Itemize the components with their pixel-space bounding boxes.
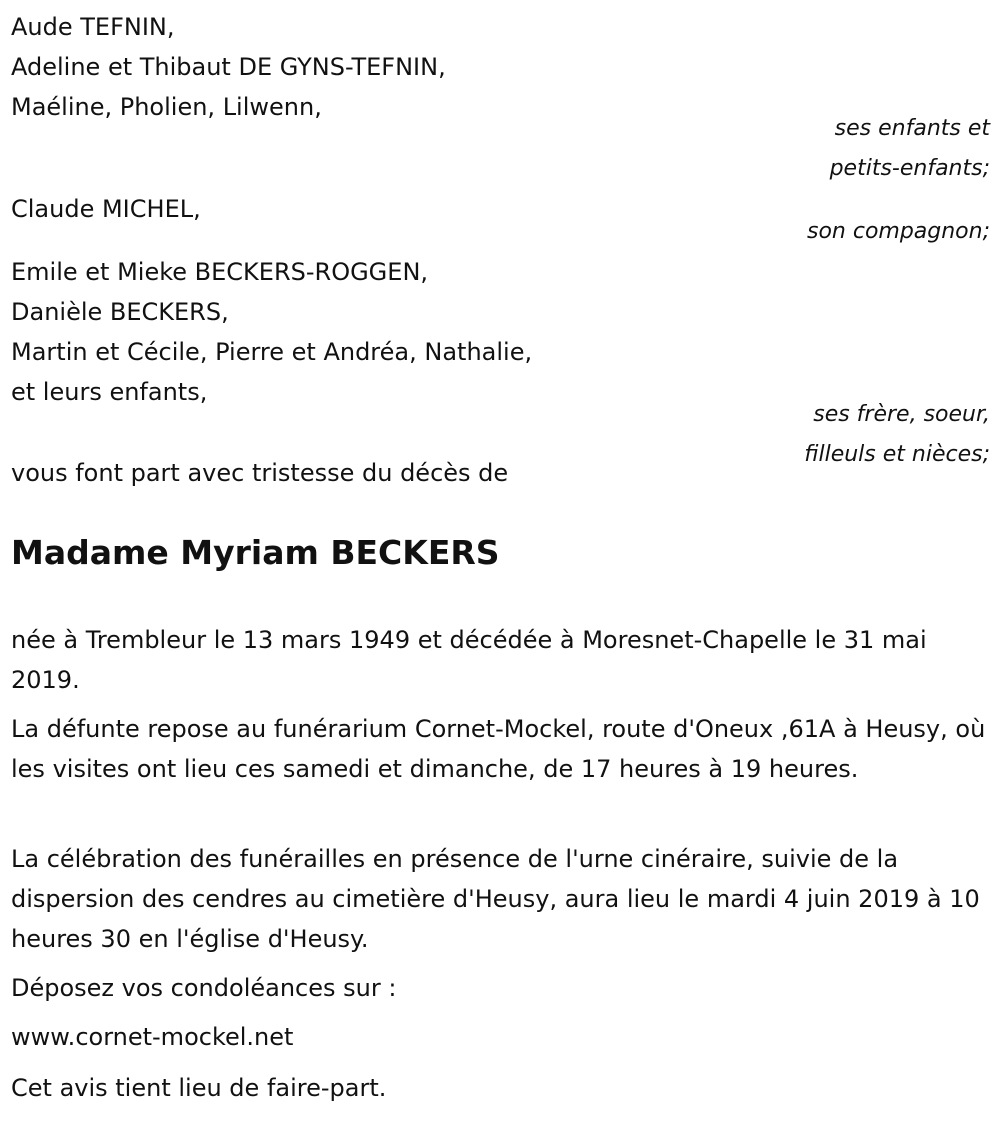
announcement-intro: vous font part avec tristesse du décès de	[11, 459, 509, 487]
children-role-line-1: ses enfants et	[834, 116, 990, 141]
companion-name: Claude MICHEL,	[11, 195, 201, 223]
children-line-2: Adeline et Thibaut DE GYNS-TEFNIN,	[11, 53, 446, 81]
children-line-3: Maéline, Pholien, Lilwenn,	[11, 93, 322, 121]
website-link[interactable]: www.cornet-mockel.net	[11, 1023, 294, 1051]
siblings-role-line-2: filleuls et nièces;	[804, 442, 990, 467]
siblings-line-3: Martin et Cécile, Pierre et Andréa, Nathalie,	[11, 338, 533, 366]
condolences-label: Déposez vos condoléances sur :	[11, 974, 397, 1002]
children-line-1: Aude TEFNIN,	[11, 13, 175, 41]
siblings-role-line-1: ses frère, soeur,	[813, 402, 990, 427]
siblings-line-2: Danièle BECKERS,	[11, 298, 229, 326]
deceased-name: Madame Myriam BECKERS	[11, 533, 500, 572]
birth-death-paragraph: née à Trembleur le 13 mars 1949 et décédée à Moresnet-Chapelle le 31 mai 2019.	[11, 626, 927, 694]
siblings-line-4: et leurs enfants,	[11, 378, 208, 406]
siblings-line-1: Emile et Mieke BECKERS-ROGGEN,	[11, 258, 429, 286]
visitation-paragraph: La défunte repose au funérarium Cornet-Mockel, route d'Oneux ,61A à Heusy, où les visites ont lieu ces samedi et dimanche, de 17 heures à 19 heures.	[11, 715, 986, 783]
ceremony-paragraph: La célébration des funérailles en présence de l'urne cinéraire, suivie de la dispersion des cendres au cimetière d'Heusy, aura lieu le mardi 4 juin 2019 à 10 heures 30 en l'église d'Heusy.	[11, 845, 980, 953]
notice-text: Cet avis tient lieu de faire-part.	[11, 1074, 387, 1102]
companion-role: son compagnon;	[806, 219, 990, 244]
children-role-line-2: petits-enfants;	[829, 156, 990, 181]
